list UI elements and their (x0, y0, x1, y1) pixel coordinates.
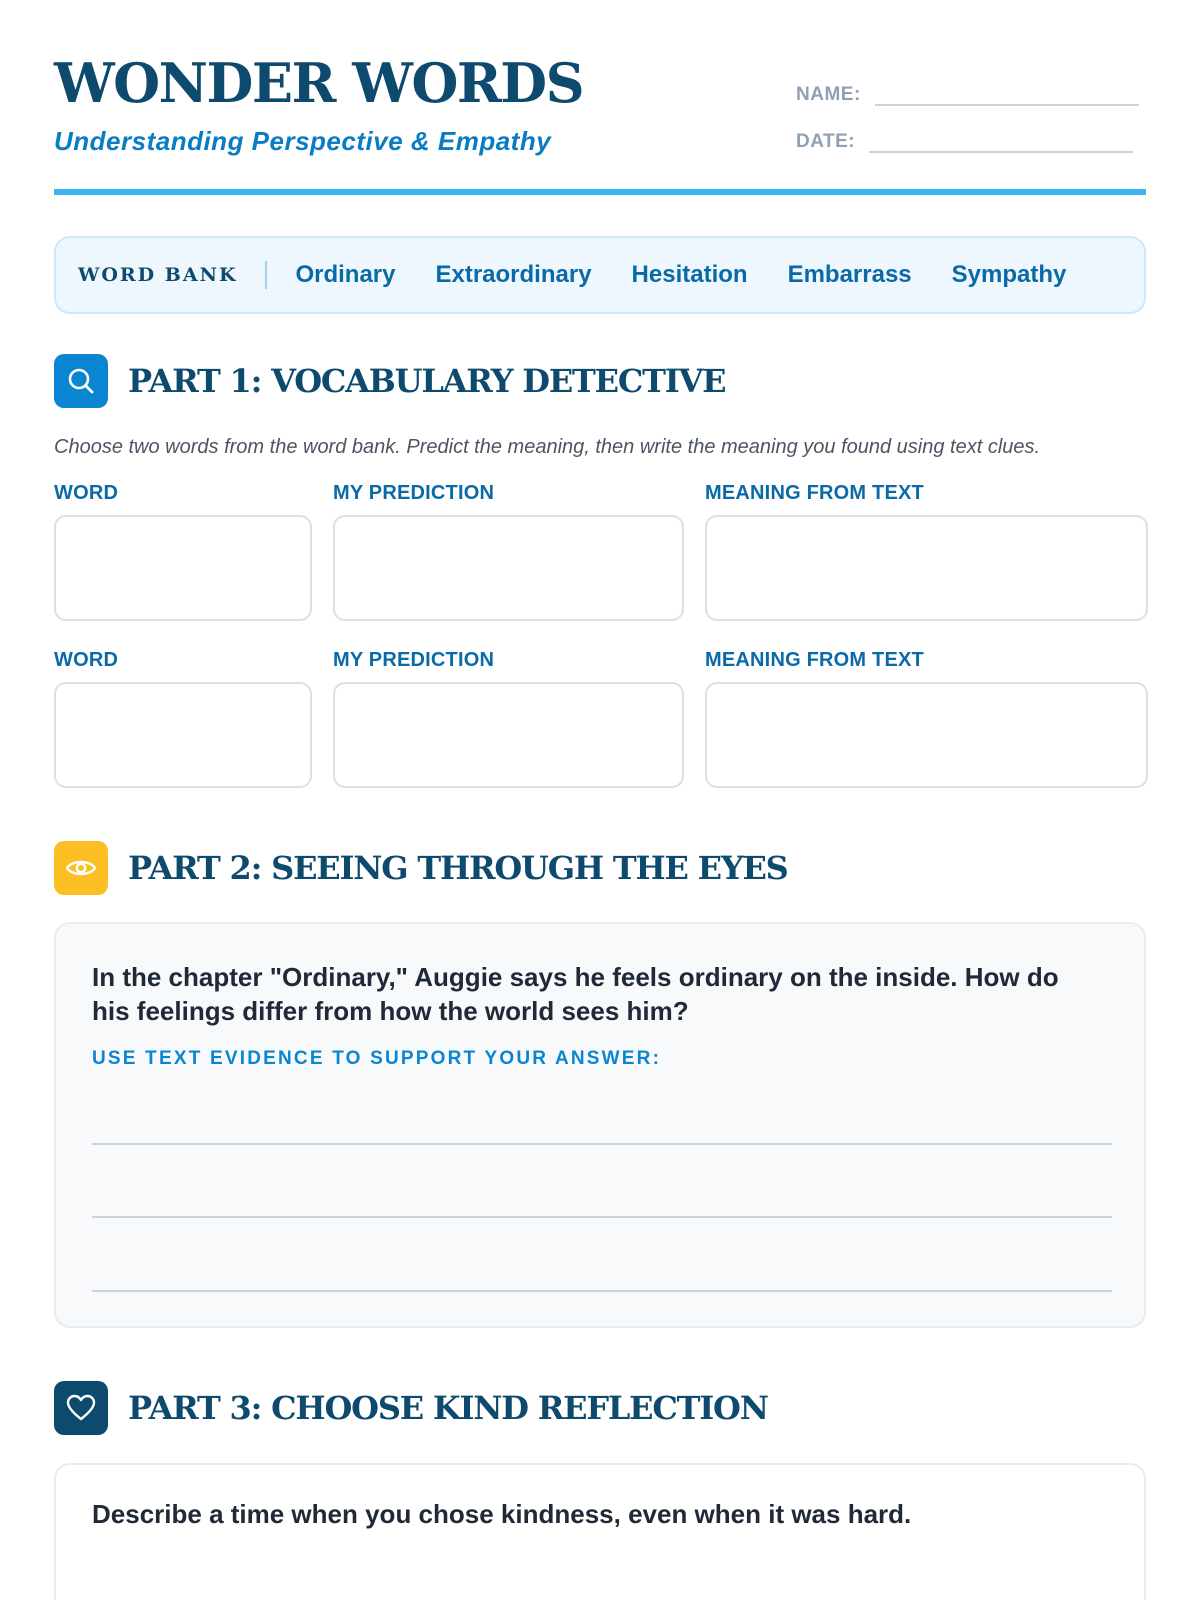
word-bank-word: Embarrass (787, 261, 912, 288)
part3-heading (54, 1381, 768, 1435)
word-box-1[interactable] (54, 515, 312, 621)
part2-title: PART 2: SEEING THROUGH THE EYES (128, 849, 788, 887)
part3-title: PART 3: CHOOSE KIND REFLECTION (128, 1389, 768, 1427)
name-label: NAME: (796, 84, 861, 105)
column-label-prediction: MY PREDICTION (333, 482, 495, 504)
name-field[interactable] (796, 84, 1139, 106)
word-bank-label: WORD BANK (78, 264, 238, 286)
column-label-meaning: MEANING FROM TEXT (705, 649, 924, 671)
part2-heading (54, 841, 788, 895)
worksheet-subtitle: Understanding Perspective & Empathy (54, 126, 552, 156)
prediction-box-1[interactable] (333, 515, 684, 621)
meaning-box-2[interactable] (705, 682, 1148, 788)
part2-question-line1: In the chapter "Ordinary," Auggie says he feels ordinary on the inside. How do (92, 962, 1059, 992)
header-rule (54, 189, 1146, 195)
meaning-box-1[interactable] (705, 515, 1148, 621)
date-line[interactable] (869, 151, 1133, 153)
word-bank (54, 236, 1146, 314)
word-bank-word: Extraordinary (435, 261, 592, 288)
heart-icon (54, 1381, 108, 1435)
answer-line-2[interactable] (92, 1216, 1112, 1218)
word-bank-word: Ordinary (295, 261, 396, 288)
column-label-meaning: MEANING FROM TEXT (705, 482, 924, 504)
date-field[interactable] (796, 131, 1133, 153)
word-bank-word: Sympathy (951, 261, 1067, 288)
part3-question: Describe a time when you chose kindness, even when it was hard. (92, 1499, 912, 1529)
part3-card (54, 1463, 1146, 1600)
prediction-box-2[interactable] (333, 682, 684, 788)
date-label: DATE: (796, 131, 856, 152)
part1-instructions: Choose two words from the word bank. Predict the meaning, then write the meaning you found using text clues. (54, 436, 1041, 458)
answer-line-3[interactable] (92, 1290, 1112, 1292)
search-icon (54, 354, 108, 408)
column-label-word: WORD (54, 649, 119, 671)
word-box-2[interactable] (54, 682, 312, 788)
part2-question-line2: his feelings differ from how the world sees him? (92, 996, 689, 1026)
evidence-prompt: USE TEXT EVIDENCE TO SUPPORT YOUR ANSWER: (92, 1048, 662, 1069)
part1-heading (54, 354, 725, 408)
part2-card (54, 922, 1146, 1328)
column-label-word: WORD (54, 482, 119, 504)
worksheet-header (54, 52, 1146, 196)
worksheet-title: WONDER WORDS (54, 51, 584, 115)
part1-title: PART 1: VOCABULARY DETECTIVE (128, 362, 726, 400)
name-line[interactable] (875, 104, 1139, 106)
answer-line-1[interactable] (92, 1143, 1112, 1145)
word-bank-divider (265, 261, 267, 289)
column-label-prediction: MY PREDICTION (333, 649, 495, 671)
eye-icon (54, 841, 108, 895)
word-bank-word: Hesitation (631, 261, 748, 288)
